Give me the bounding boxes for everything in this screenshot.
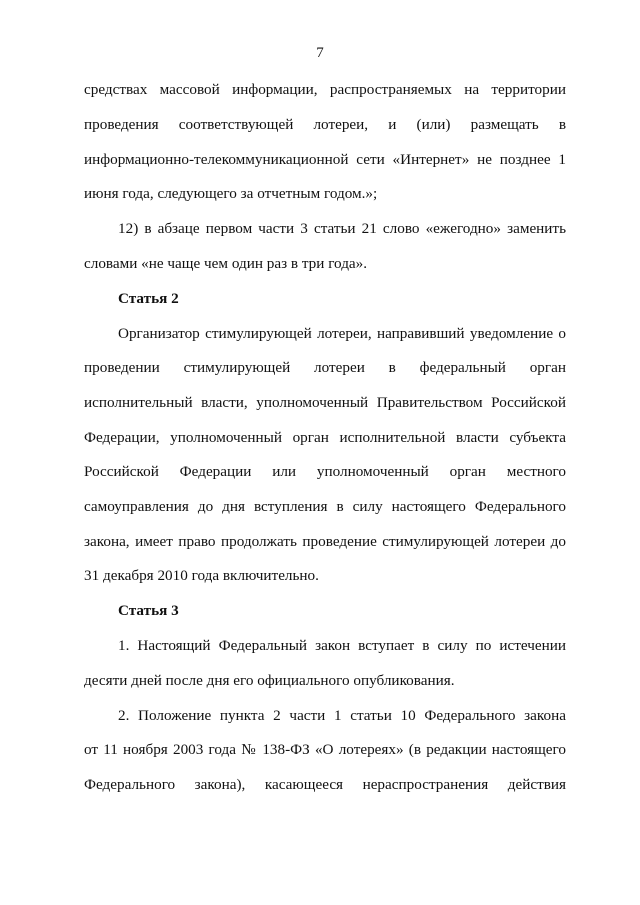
paragraph-line: Федерации, уполномоченный орган исполнительной власти субъекта [84,429,566,446]
page-number: 7 [316,45,324,61]
paragraph-line: самоуправления до дня вступления в силу настоящего Федерального [84,498,566,515]
article-heading: Статья 3 [118,602,179,619]
paragraph-line: десяти дней после дня его официального опубликования. [84,672,455,689]
paragraph-line: закона, имеет право продолжать проведение стимулирующей лотереи до [84,533,566,550]
paragraph-line: исполнительный власти, уполномоченный Правительством Российской [84,394,566,411]
paragraph-line: Организатор стимулирующей лотереи, направивший уведомление о [118,325,566,342]
paragraph-line: 12) в абзаце первом части 3 статьи 21 слово «ежегодно» заменить [118,220,566,237]
paragraph-line: проведении стимулирующей лотереи в федеральный орган [84,359,566,376]
paragraph-line: проведения соответствующей лотереи, и (или) размещать в [84,116,566,133]
paragraph-line: от 11 ноября 2003 года № 138-ФЗ «О лотереях» (в редакции настоящего [84,741,566,758]
paragraph-line: 31 декабря 2010 года включительно. [84,567,319,584]
paragraph-line: 2. Положение пункта 2 части 1 статьи 10 Федерального закона [118,707,566,724]
paragraph-line: средствах массовой информации, распространяемых на территории [84,81,566,98]
paragraph-line: 1. Настоящий Федеральный закон вступает в силу по истечении [118,637,566,654]
paragraph-line: Федерального закона), касающееся нераспространения действия [84,776,566,793]
paragraph-line: информационно-телекоммуникационной сети «Интернет» не позднее 1 [84,151,566,168]
paragraph-line: словами «не чаще чем один раз в три года». [84,255,368,272]
paragraph-line: Российской Федерации или уполномоченный орган местного [84,463,566,480]
paragraph-line: июня года, следующего за отчетным годом.»; [84,185,378,202]
article-heading: Статья 2 [118,290,179,307]
